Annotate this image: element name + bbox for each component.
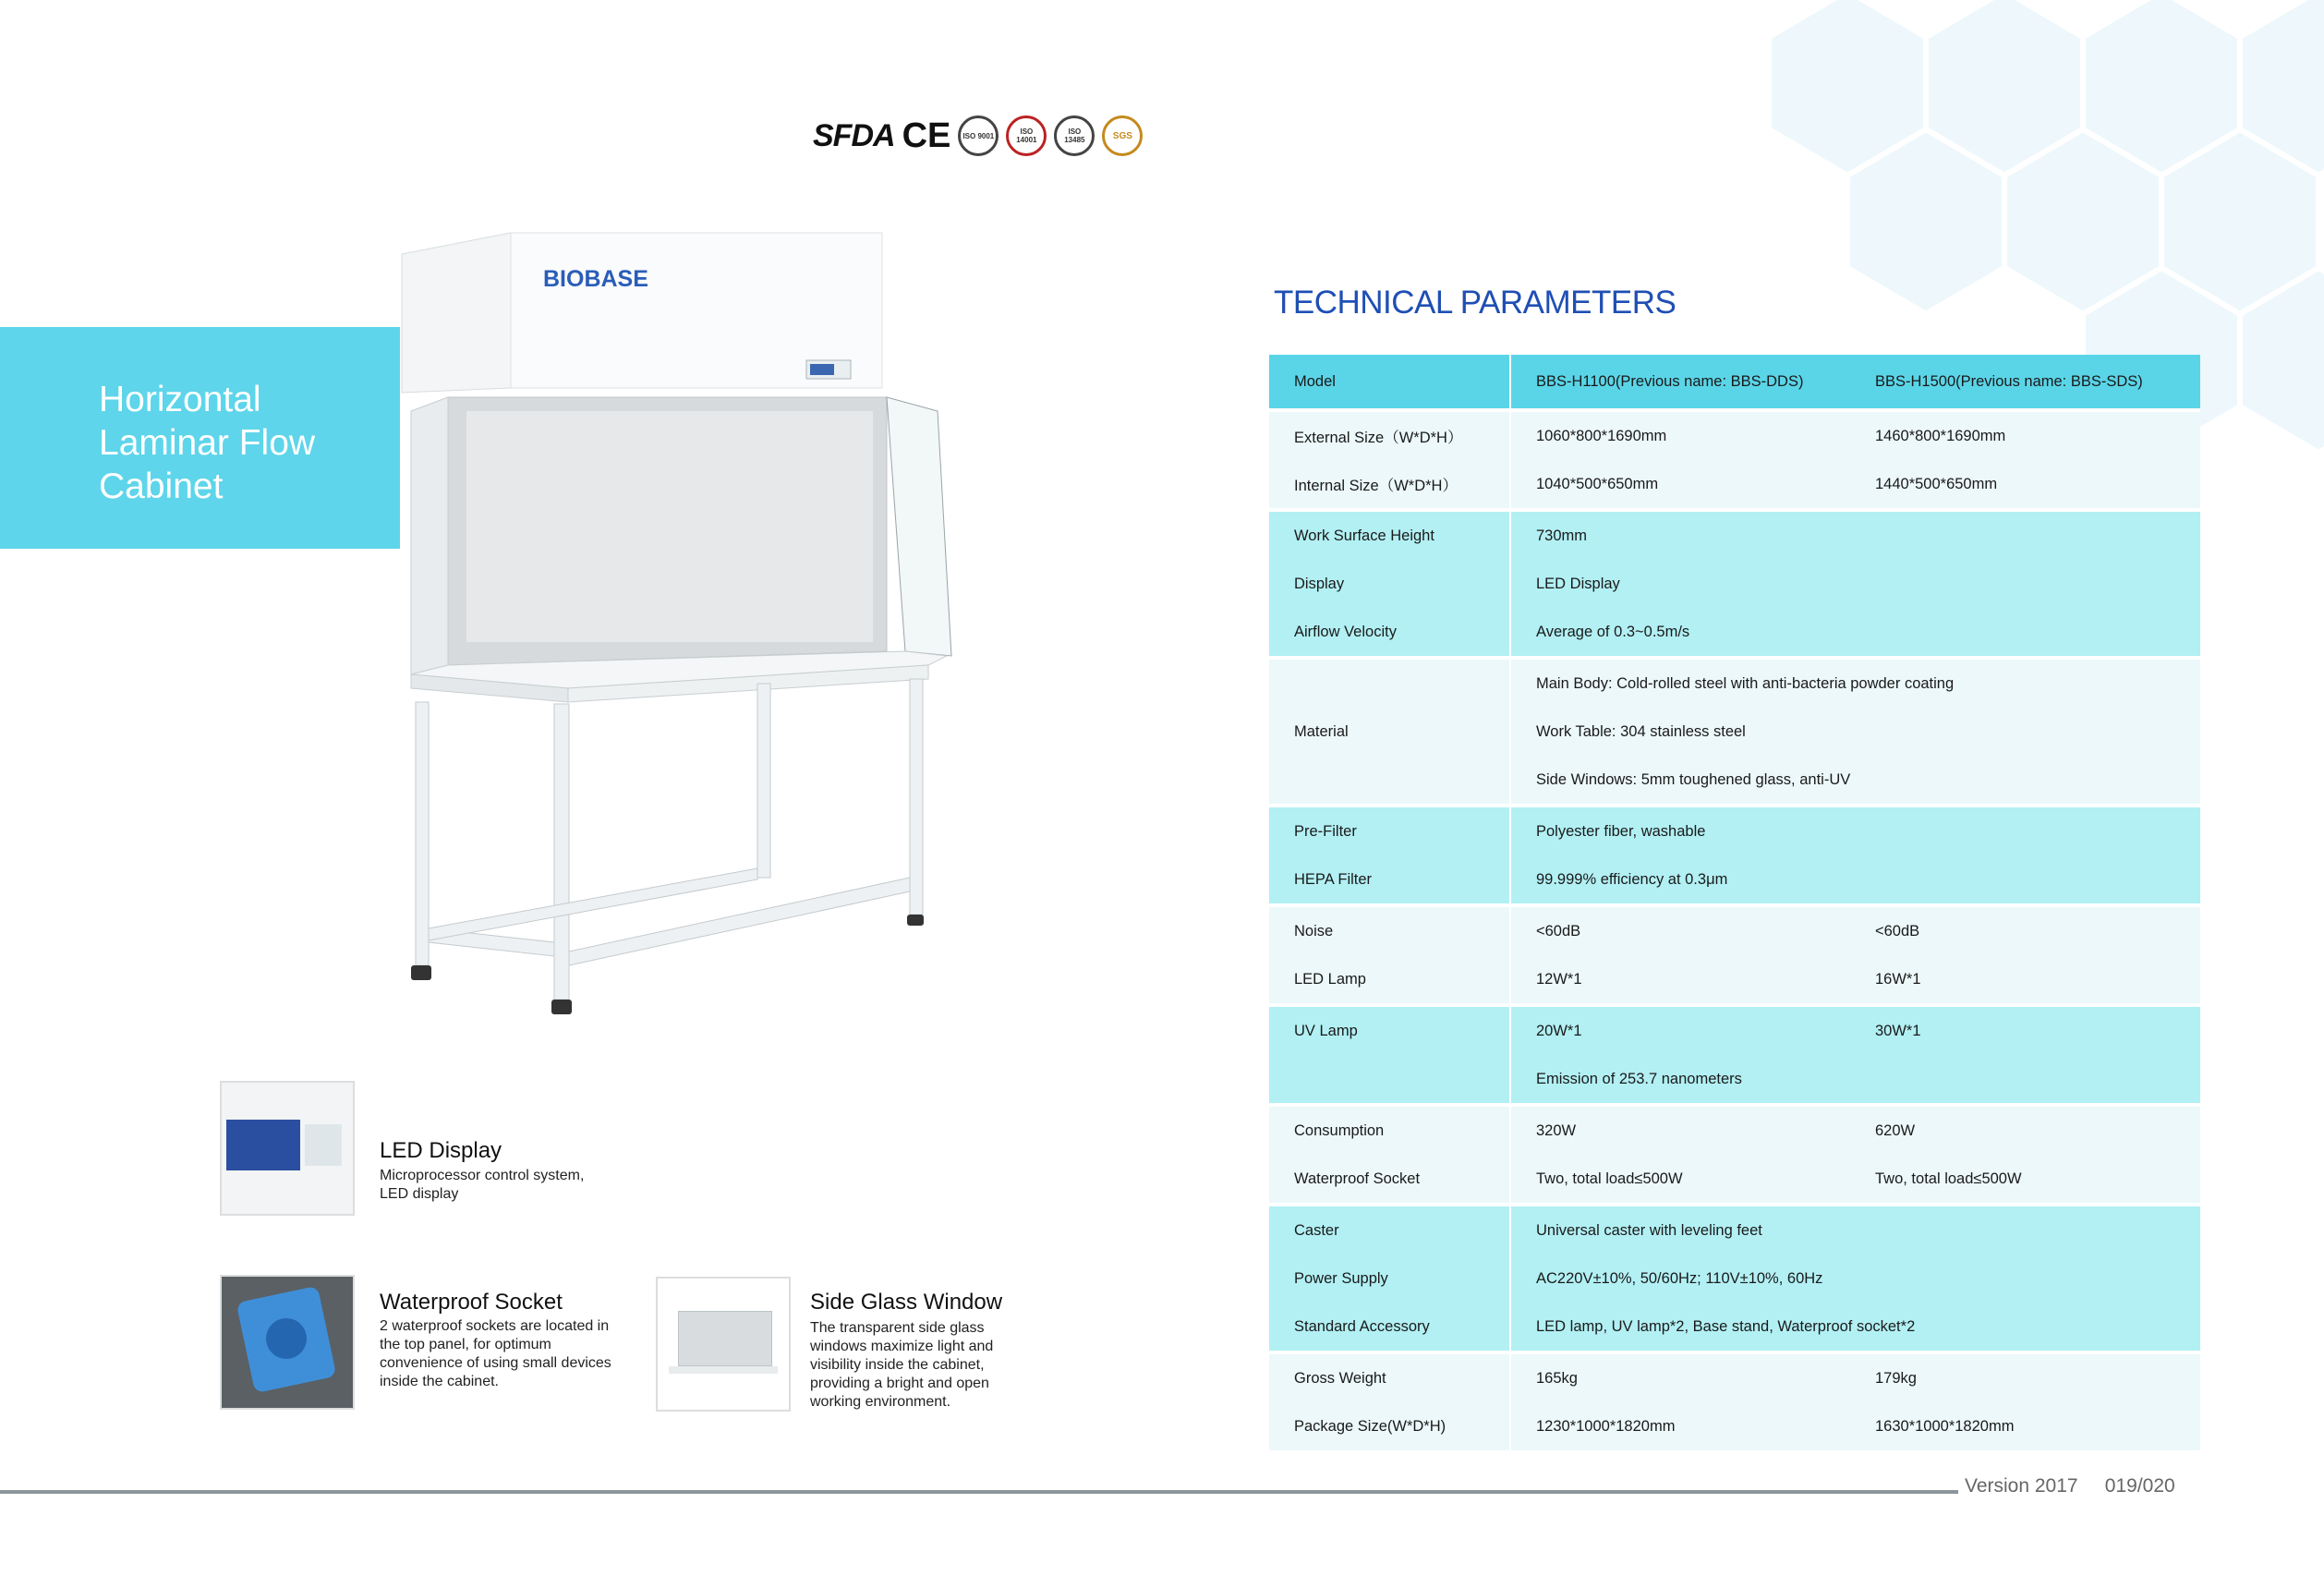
feature-title: Waterproof Socket bbox=[380, 1290, 563, 1315]
table-row: Caster Universal caster with leveling feet bbox=[1269, 1205, 2200, 1255]
product-title: Horizontal Laminar Flow Cabinet bbox=[99, 380, 316, 506]
brand-logo: BIOBASE bbox=[543, 266, 648, 292]
side-glass-window-thumbnail bbox=[656, 1277, 791, 1412]
table-row: Waterproof Socket Two, total load≤500W Two, total load≤500W bbox=[1269, 1155, 2200, 1205]
sfda-logo: SFDA bbox=[813, 117, 895, 153]
footer-divider bbox=[0, 1490, 1958, 1494]
page-number: 019/020 bbox=[2104, 1475, 2175, 1497]
version-label: Version 2017 bbox=[1965, 1475, 2078, 1497]
table-row: Material Work Table: 304 stainless steel bbox=[1269, 708, 2200, 756]
table-header-cell: BBS-H1100(Previous name: BBS-DDS) bbox=[1510, 355, 1850, 410]
table-row: External Size（W*D*H） 1060*800*1690mm 1460*800*1690mm bbox=[1269, 410, 2200, 460]
table-row: Airflow Velocity Average of 0.3~0.5m/s bbox=[1269, 608, 2200, 658]
table-row: HEPA Filter 99.999% efficiency at 0.3μm bbox=[1269, 855, 2200, 905]
waterproof-socket-thumbnail bbox=[220, 1275, 355, 1410]
table-row: Internal Size（W*D*H） 1040*500*650mm 1440*500*650mm bbox=[1269, 460, 2200, 510]
feature-description: 2 waterproof sockets are located in the top panel, for optimum convenience of using small devices inside the cabinet. bbox=[380, 1318, 611, 1389]
table-row: Standard Accessory LED lamp, UV lamp*2, Base stand, Waterproof socket*2 bbox=[1269, 1303, 2200, 1352]
table-row: Consumption 320W 620W bbox=[1269, 1105, 2200, 1155]
cabinet-illustration bbox=[393, 231, 956, 1062]
table-header-row bbox=[1269, 355, 2200, 410]
product-title-band bbox=[0, 327, 400, 549]
table-row: Emission of 253.7 nanometers bbox=[1269, 1055, 2200, 1105]
table-row: Side Windows: 5mm toughened glass, anti-UV bbox=[1269, 756, 2200, 806]
table-row: LED Lamp 12W*1 16W*1 bbox=[1269, 955, 2200, 1005]
table-row: Gross Weight 165kg 179kg bbox=[1269, 1352, 2200, 1402]
feature-description: The transparent side glass windows maximize light and visibility inside the cabinet, providing a bright and open working environment. bbox=[810, 1320, 994, 1410]
footer bbox=[1965, 1475, 2175, 1497]
ce-mark: CE bbox=[902, 115, 951, 155]
feature-title: Side Glass Window bbox=[810, 1290, 1003, 1315]
iso13485-seal: ISO 13485 bbox=[1054, 115, 1095, 156]
iso9001-seal: ISO 9001 bbox=[958, 115, 999, 156]
table-header-cell: BBS-H1500(Previous name: BBS-SDS) bbox=[1850, 355, 2200, 410]
feature-description: Microprocessor control system, LED display bbox=[380, 1168, 585, 1202]
table-row: Pre-Filter Polyester fiber, washable bbox=[1269, 806, 2200, 855]
table-row: Main Body: Cold-rolled steel with anti-bacteria powder coating bbox=[1269, 658, 2200, 708]
table-row: Display LED Display bbox=[1269, 560, 2200, 608]
feature-title: LED Display bbox=[380, 1138, 502, 1163]
certification-logos bbox=[813, 115, 1143, 156]
table-header-cell: Model bbox=[1269, 355, 1510, 410]
sgs-seal: SGS bbox=[1102, 115, 1143, 156]
table-row: UV Lamp 20W*1 30W*1 bbox=[1269, 1005, 2200, 1055]
table-row: Power Supply AC220V±10%, 50/60Hz; 110V±10%, 60Hz bbox=[1269, 1255, 2200, 1303]
technical-parameters-title: TECHNICAL PARAMETERS bbox=[1274, 285, 1676, 321]
table-row: Work Surface Height 730mm bbox=[1269, 510, 2200, 560]
iso14001-seal: ISO 14001 bbox=[1006, 115, 1047, 156]
technical-parameters-table bbox=[1269, 355, 2200, 1450]
table-row: Package Size(W*D*H) 1230*1000*1820mm 1630*1000*1820mm bbox=[1269, 1402, 2200, 1450]
table-row: Noise <60dB <60dB bbox=[1269, 905, 2200, 955]
led-display-thumbnail bbox=[220, 1081, 355, 1216]
